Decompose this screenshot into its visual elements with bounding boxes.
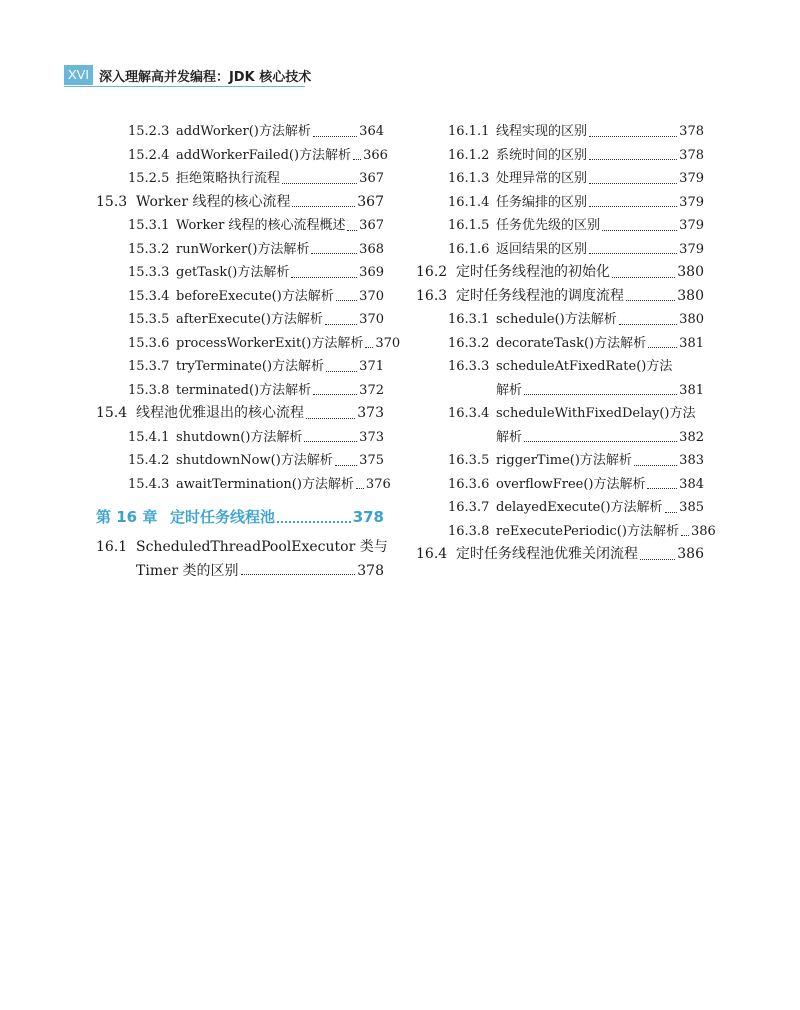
- leader-dots: [589, 253, 677, 254]
- toc-title: 线程实现的区别: [496, 124, 588, 139]
- toc-page: 381: [679, 382, 704, 398]
- toc-entry[interactable]: [416, 402, 704, 426]
- toc-number: 15.2.4: [128, 147, 170, 163]
- toc-number: 15.3.3: [128, 265, 170, 280]
- toc-page: 380: [677, 287, 704, 304]
- toc-page: 378: [679, 147, 704, 163]
- toc-number: 15.3: [96, 193, 128, 210]
- toc-entry[interactable]: [416, 167, 704, 191]
- toc-entry[interactable]: [96, 308, 384, 332]
- toc-entry[interactable]: [416, 473, 704, 497]
- toc-number: 16.1: [96, 539, 128, 555]
- leader-dots: [589, 136, 677, 137]
- toc-page: 367: [359, 171, 384, 186]
- leader-dots: [336, 300, 357, 301]
- toc-title: 线程池优雅退出的核心流程: [136, 405, 304, 421]
- toc-page: 379: [679, 241, 704, 257]
- leader-dots: [619, 324, 677, 325]
- toc-entry[interactable]: [416, 308, 704, 332]
- toc-entry[interactable]: [96, 120, 384, 144]
- leader-dots: [589, 159, 677, 160]
- toc-number: 16.3.1: [448, 312, 490, 327]
- toc-title: Worker 线程的核心流程概述: [176, 218, 346, 233]
- toc-page: 367: [359, 218, 384, 233]
- toc-page: 368: [359, 241, 384, 257]
- toc-page: 372: [359, 382, 384, 398]
- leader-dots: [313, 136, 357, 137]
- toc-entry[interactable]: [96, 285, 384, 309]
- toc-title: ScheduledThreadPoolExecutor 类与: [136, 539, 388, 555]
- toc-section[interactable]: [416, 261, 704, 285]
- toc-continuation[interactable]: [416, 426, 704, 450]
- toc-number: 16.3.6: [448, 476, 490, 492]
- toc-entry[interactable]: [416, 120, 704, 144]
- toc-page: 384: [679, 476, 704, 492]
- toc-entry[interactable]: [96, 238, 384, 262]
- toc-title: addWorker()方法解析: [176, 124, 311, 139]
- toc-entry[interactable]: [96, 449, 384, 473]
- toc-entry[interactable]: [416, 449, 704, 473]
- leader-dots: [311, 253, 357, 254]
- leader-dots: [347, 230, 357, 231]
- toc-page: 371: [359, 359, 384, 374]
- toc-number: 16.3.7: [448, 500, 490, 515]
- chapter-title: 定时任务线程池: [170, 508, 276, 526]
- toc-number: 16.1.4: [448, 194, 490, 210]
- toc-number: 16.1.3: [448, 171, 490, 186]
- toc-title: tryTerminate()方法解析: [176, 359, 325, 374]
- toc-page: 380: [677, 264, 704, 280]
- toc-entry[interactable]: [416, 191, 704, 215]
- toc-section[interactable]: [416, 285, 704, 309]
- toc-number: 15.4: [96, 405, 128, 421]
- leader-dots: [681, 535, 689, 536]
- toc-continuation[interactable]: [416, 379, 704, 403]
- toc-number: 16.3.2: [448, 335, 490, 351]
- toc-page: 378: [357, 562, 384, 579]
- toc-title-cont: 解析: [496, 429, 523, 445]
- toc-entry[interactable]: [96, 426, 384, 450]
- leader-dots: [292, 206, 355, 207]
- leader-dots: [524, 394, 677, 395]
- toc-page: 382: [679, 429, 704, 445]
- leader-dots: [626, 300, 675, 301]
- toc-continuation[interactable]: [96, 560, 384, 582]
- toc-title: beforeExecute()方法解析: [176, 288, 334, 304]
- leader-dots: [365, 347, 373, 348]
- toc-title-cont: Timer 类的区别: [136, 562, 239, 579]
- leader-dots: [647, 488, 677, 489]
- toc-entry[interactable]: [96, 261, 384, 285]
- toc-page: 386: [690, 523, 716, 539]
- toc-title-cont: 解析: [496, 382, 523, 398]
- toc-number: 16.3.3: [448, 359, 490, 374]
- toc-entry[interactable]: [96, 473, 391, 497]
- toc-number: 15.3.2: [128, 241, 170, 257]
- leader-dots: [602, 230, 677, 231]
- leader-dots: [326, 371, 357, 372]
- toc-title: shutdownNow()方法解析: [176, 453, 333, 468]
- toc-page: 386: [677, 546, 704, 562]
- leader-dots: [640, 559, 675, 560]
- toc-number: 16.3.8: [448, 523, 490, 539]
- toc-number: 16.3.5: [448, 453, 490, 468]
- toc-number: 16.3: [416, 287, 448, 304]
- toc-entry[interactable]: [416, 214, 704, 238]
- toc-section[interactable]: [96, 402, 384, 426]
- toc-page: 370: [375, 335, 401, 351]
- toc-number: 16.4: [416, 546, 448, 562]
- toc-page: 378: [679, 124, 704, 139]
- toc-title: reExecutePeriodic()方法解析: [496, 523, 679, 539]
- toc-title: terminated()方法解析: [176, 382, 312, 398]
- toc-section[interactable]: [96, 536, 388, 560]
- toc-number: 15.3.5: [128, 312, 170, 327]
- leader-dots: [241, 574, 356, 575]
- toc-page: 364: [359, 124, 384, 139]
- toc-title: addWorkerFailed()方法解析: [176, 147, 352, 163]
- toc-page: 369: [359, 265, 384, 280]
- toc-title: 处理异常的区别: [496, 171, 588, 186]
- toc-title: awaitTermination()方法解析: [176, 476, 354, 492]
- leader-dots: [304, 441, 357, 442]
- leader-dots: [335, 465, 357, 466]
- toc-page: 385: [679, 500, 704, 515]
- chapter-number: 第 16 章: [96, 508, 158, 526]
- book-title: 深入理解高并发编程：JDK 核心技术: [98, 69, 312, 85]
- toc-number: 15.4.3: [128, 476, 170, 492]
- toc-page: 380: [679, 312, 704, 327]
- leader-dots: [589, 183, 677, 184]
- leader-dots: [524, 441, 677, 442]
- leader-dots: [353, 159, 361, 160]
- toc-number: 15.3.6: [128, 335, 170, 351]
- toc-entry[interactable]: [416, 520, 716, 544]
- toc-number: 16.1.5: [448, 218, 490, 233]
- toc-number: 15.2.5: [128, 171, 170, 186]
- toc-number: 16.1.2: [448, 147, 490, 163]
- toc-entry[interactable]: [96, 214, 384, 238]
- toc-section[interactable]: [96, 191, 384, 215]
- toc-page: 383: [679, 453, 704, 468]
- leader-dots: [306, 418, 355, 419]
- toc-entry[interactable]: [96, 167, 384, 191]
- toc-title: 任务编排的区别: [496, 194, 588, 210]
- toc-entry[interactable]: [416, 144, 704, 168]
- toc-number: 15.3.7: [128, 359, 170, 374]
- leader-dots: [313, 394, 357, 395]
- toc-page: 370: [359, 288, 384, 304]
- toc-entry[interactable]: [96, 332, 401, 356]
- toc-page: 375: [359, 453, 384, 468]
- header-rule: [64, 86, 305, 87]
- leader-dots: [589, 206, 677, 207]
- leader-dots: [282, 183, 357, 184]
- toc-number: 15.4.1: [128, 429, 170, 445]
- chapter-page: 378: [352, 508, 384, 526]
- toc-title: delayedExecute()方法解析: [496, 500, 663, 515]
- leader-dots: [356, 488, 364, 489]
- toc-title: getTask()方法解析: [176, 265, 290, 280]
- toc-number: 15.4.2: [128, 453, 170, 468]
- toc-title: shutdown()方法解析: [176, 429, 303, 445]
- toc-title: schedule()方法解析: [496, 312, 617, 327]
- toc-title: overflowFree()方法解析: [496, 476, 646, 492]
- toc-title: 定时任务线程池优雅关闭流程: [456, 546, 638, 562]
- toc-page: 370: [359, 312, 384, 327]
- toc-title: 系统时间的区别: [496, 147, 588, 163]
- toc-title: 返回结果的区别: [496, 241, 588, 257]
- toc-page: 379: [679, 218, 704, 233]
- toc-title: processWorkerExit()方法解析: [176, 335, 364, 351]
- toc-section[interactable]: [416, 543, 704, 567]
- page-number-badge: XVI: [64, 65, 93, 85]
- toc-title: scheduleAtFixedRate()方法: [496, 359, 673, 374]
- toc-number: 15.2.3: [128, 124, 170, 139]
- toc-number: 15.3.4: [128, 288, 170, 304]
- toc-title: afterExecute()方法解析: [176, 312, 323, 327]
- toc-page: 379: [679, 194, 704, 210]
- toc-page: 379: [679, 171, 704, 186]
- toc-page: 376: [365, 476, 391, 492]
- leader-dots: [634, 465, 677, 466]
- toc-number: 16.1.6: [448, 241, 490, 257]
- toc-page: 373: [357, 405, 384, 421]
- toc-chapter[interactable]: [96, 502, 384, 532]
- toc-title: riggerTime()方法解析: [496, 453, 632, 468]
- toc-number: 16.2: [416, 264, 448, 280]
- leader-dots: [648, 347, 677, 348]
- toc-title: decorateTask()方法解析: [496, 335, 647, 351]
- toc-entry[interactable]: [416, 238, 704, 262]
- toc-entry[interactable]: [416, 332, 704, 356]
- toc-title: Worker 线程的核心流程: [136, 193, 291, 210]
- toc-number: 16.1.1: [448, 124, 490, 139]
- toc-right-column: [416, 120, 716, 567]
- toc-number: 15.3.8: [128, 382, 170, 398]
- toc-entry[interactable]: [416, 496, 704, 520]
- toc-title: scheduleWithFixedDelay()方法: [496, 406, 696, 421]
- toc-entry[interactable]: [96, 355, 384, 379]
- leader-dots: [291, 277, 357, 278]
- leader-dots: [277, 521, 351, 523]
- toc-entry[interactable]: [96, 379, 384, 403]
- toc-title: 定时任务线程池的调度流程: [456, 287, 624, 304]
- toc-title: runWorker()方法解析: [176, 241, 310, 257]
- toc-number: 16.3.4: [448, 406, 490, 421]
- toc-entry[interactable]: [416, 355, 704, 379]
- leader-dots: [612, 277, 675, 278]
- leader-dots: [325, 324, 357, 325]
- toc-page: 366: [363, 147, 388, 163]
- toc-page: 381: [679, 335, 704, 351]
- toc-page: 367: [357, 193, 384, 210]
- leader-dots: [665, 512, 678, 513]
- toc-title: 定时任务线程池的初始化: [456, 264, 610, 280]
- toc-page: 373: [359, 429, 384, 445]
- toc-title: 任务优先级的区别: [496, 218, 601, 233]
- toc-number: 15.3.1: [128, 218, 170, 233]
- toc-title: 拒绝策略执行流程: [176, 171, 281, 186]
- toc-left-column: [96, 120, 401, 582]
- toc-entry[interactable]: [96, 144, 388, 168]
- running-header: [64, 64, 311, 86]
